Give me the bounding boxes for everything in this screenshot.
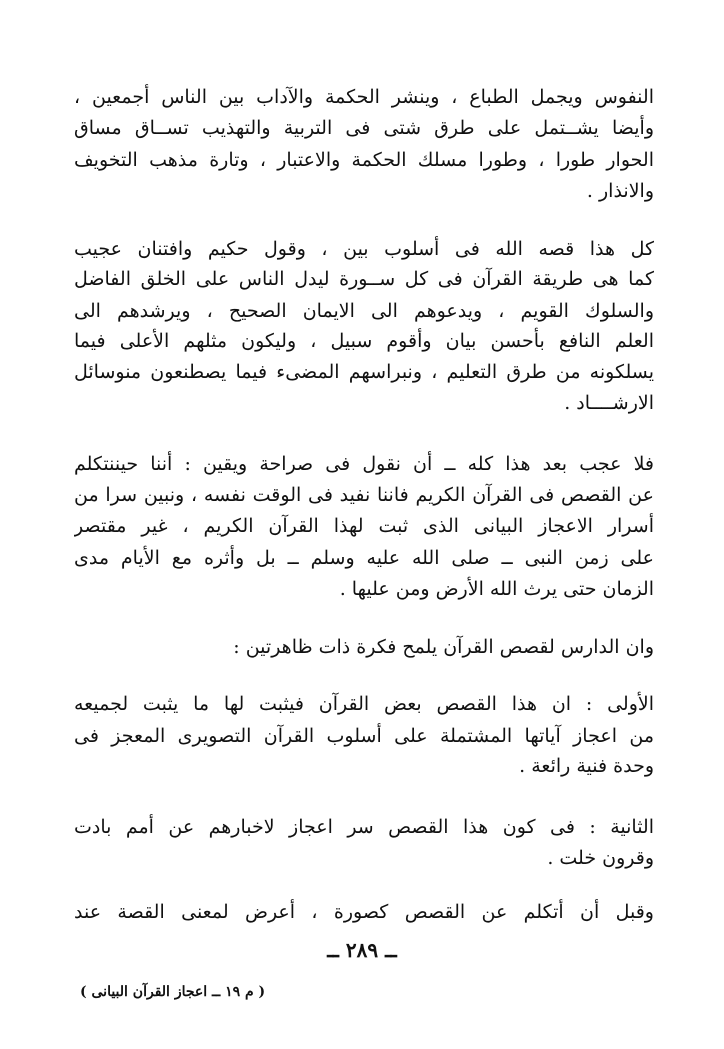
text-line: والانذار . [586,180,654,202]
text-line: الزمان حتى يرث الله الأرض ومن عليها . [339,578,654,600]
text-line: والسلوك القويم ، ويدعوهم الى الايمان الصحيح ، ويرشدهم الى [74,300,654,322]
text-line: النفوس ويجمل الطباع ، وينشر الحكمة والآداب بين الناس أجمعين ، [74,86,654,108]
text-line: كما هى طريقة القرآن فى كل ســورة ليدل الناس على الخلق الفاضل [74,268,654,290]
text-line: عن القصص فى القرآن الكريم فاننا نفيد فى الوقت نفسه ، ونبين سرا من [74,484,654,506]
text-line: الارشــــاد . [564,392,654,414]
page-number: ــ ٢٨٩ ــ [327,938,397,962]
text-line: أسرار الاعجاز البيانى الذى ثبت لهذا القرآن الكريم ، غير مقتصر [74,515,654,537]
text-line: وقرون خلت . [547,847,654,869]
text-line: وحدة فنية رائعة . [519,755,654,777]
text-line: الثانية : فى كون هذا القصص سر اعجاز لاخبارهم عن أمم بادت [74,816,654,838]
text-line: الأولى : ان هذا القصص بعض القرآن فيثبت لها ما يثبت لجميعه [74,693,654,715]
text-line: الحوار طورا ، وطورا مسلك الحكمة والاعتبار ، وتارة مذهب التخويف [74,149,654,171]
text-line: وقبل أن أتكلم عن القصص كصورة ، أعرض لمعنى القصة عند [74,901,654,923]
text-line: من اعجاز آياتها المشتملة على أسلوب القرآن التصويرى المعجز فى [74,725,654,747]
text-line: وان الدارس لقصص القرآن يلمح فكرة ذات ظاهرتين : [233,636,654,658]
text-line: العلم النافع بأحسن بيان وأقوم سبيل ، وليكون مثلهم الأعلى فيما [74,330,654,352]
footer-signature: ( م ١٩ ــ اعجاز القرآن البيانى ) [80,984,266,1000]
text-line: يسلكونه من طرق التعليم ، ونبراسهم المضىء فيما يصطنعون منوسائل [74,361,654,383]
text-line: على زمن النبى ــ صلى الله عليه وسلم ــ بل وأثره مع الأيام مدى [74,547,654,569]
text-line: كل هذا قصه الله فى أسلوب بين ، وقول حكيم وافتنان عجيب [74,238,654,260]
text-line: وأيضا يشــتمل على طرق شتى فى التربية والتهذيب تســاق مساق [74,117,654,139]
text-line: فلا عجب بعد هذا كله ــ أن نقول فى صراحة ويقين : أننا حيننتكلم [74,453,654,475]
